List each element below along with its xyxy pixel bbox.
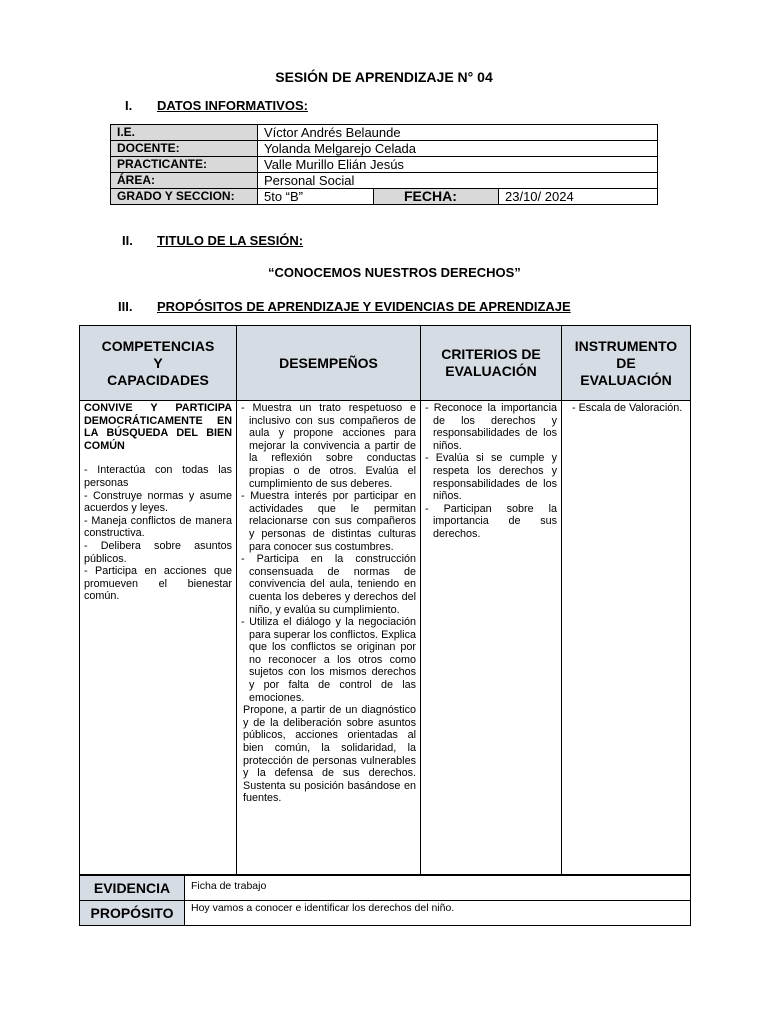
proposito-label: PROPÓSITO — [80, 901, 185, 926]
instrumento-cell — [562, 401, 691, 875]
criterio-item: - Participan sobre la importancia de sus derechos. — [425, 502, 557, 540]
criterio-item: - Reconoce la importancia de los derechos y responsabilidades de los niños. — [425, 402, 557, 452]
header-desempenos — [237, 326, 421, 401]
area-value: Personal Social — [258, 173, 658, 189]
table-row — [80, 401, 691, 875]
practicante-value: Valle Murillo Elián Jesús — [258, 157, 658, 173]
header-criterios — [421, 326, 562, 401]
criterios-cell — [421, 401, 562, 875]
section-number: II. — [122, 233, 133, 248]
desempeno-item: - Participa en la construcción consensuada de normas de convivencia del aula, teniendo en cuenta los deberes y derechos del niño, y evalúa su cumplimiento. — [241, 553, 416, 616]
desempeno-item: - Muestra interés por participar en actividades que le permitan relacionarse con sus compañeros y personas de distintas culturas para conocer sus costumbres. — [241, 490, 416, 553]
header-line: INSTRUMENTO — [574, 337, 678, 354]
evidencia-table — [79, 875, 691, 926]
table-row — [111, 125, 658, 141]
header-instrumento — [562, 326, 691, 401]
docente-label: DOCENTE: — [111, 141, 258, 157]
capacidad-item: - Construye normas y asume acuerdos y leyes. — [84, 489, 232, 515]
fecha-value: 23/10/ 2024 — [499, 189, 658, 205]
header-line: DE — [616, 354, 636, 371]
header-line: COMPETENCIAS — [101, 337, 215, 354]
table-header-row — [80, 326, 691, 401]
fecha-label: FECHA: — [374, 189, 499, 205]
proposito-value: Hoy vamos a conocer e identificar los derechos del niño. — [185, 901, 691, 926]
grado-value: 5to “B” — [258, 189, 374, 205]
section-number: III. — [118, 299, 133, 314]
instrumento-item: - Escala de Valoración. — [572, 402, 683, 414]
grado-label: GRADO Y SECCION: — [111, 189, 258, 205]
capacidad-item: - Interactúa con todas las personas — [84, 464, 232, 489]
table-row — [80, 901, 691, 926]
header-line: DESEMPEÑOS — [279, 354, 378, 371]
docente-value: Yolanda Melgarejo Celada — [258, 141, 658, 157]
capacidad-item: - Participa en acciones que promueven el bienestar común. — [84, 565, 232, 603]
competencia-text: CONVIVE Y PARTICIPA DEMOCRÁTICAMENTE EN LA BÚSQUEDA DEL BIEN COMÚN — [84, 402, 232, 452]
capacidad-item: - Delibera sobre asuntos públicos. — [84, 539, 232, 565]
criterio-item: - Evalúa si se cumple y respeta los derechos y responsabilidades de los niños. — [425, 452, 557, 503]
table-row — [111, 173, 658, 189]
ie-label: I.E. — [111, 125, 258, 141]
competencias-cell — [80, 401, 237, 875]
section-number: I. — [125, 98, 133, 113]
ie-value: Víctor Andrés Belaunde — [258, 125, 658, 141]
header-line: EVALUACIÓN — [580, 371, 672, 388]
section-label: TITULO DE LA SESIÓN: — [157, 233, 304, 248]
session-title: “CONOCEMOS NUESTROS DERECHOS” — [268, 265, 521, 280]
header-line: EVALUACIÓN — [445, 363, 537, 379]
practicante-label: PRACTICANTE: — [111, 157, 258, 173]
table-row — [80, 876, 691, 901]
datos-informativos-table — [110, 124, 658, 205]
desempeno-item: - Muestra un trato respetuoso e inclusivo con sus compañeros de aula y propone acciones para mejorar la convivencia a partir de la reflexión sobre conductas propias o de otros. Evalúa el cumplimiento de sus deberes. — [241, 402, 416, 490]
header-line: CRITERIOS DE — [441, 346, 541, 362]
desempeno-item: - Utiliza el diálogo y la negociación para superar los conflictos. Explica que los conflictos se originan por no reconocer a los otros como sujetos con los mismos derechos y por falta de control de las emociones. — [241, 616, 416, 704]
header-line: Y — [153, 354, 163, 371]
propositos-table — [79, 325, 691, 875]
desempeno-item: Propone, a partir de un diagnóstico y de la deliberación sobre asuntos públicos, acciones orientadas al bien común, la solidaridad, la protección de personas vulnerables y la defensa de sus derechos. Sustenta su posición basándose en fuentes. — [243, 704, 416, 805]
header-competencias — [80, 326, 237, 401]
evidencia-label: EVIDENCIA — [80, 876, 185, 901]
table-row — [111, 141, 658, 157]
document-title: SESIÓN DE APRENDIZAJE N° 04 — [275, 69, 493, 85]
desempenos-cell — [237, 401, 421, 875]
area-label: ÁREA: — [111, 173, 258, 189]
section-label: PROPÓSITOS DE APRENDIZAJE Y EVIDENCIAS DE APRENDIZAJE — [157, 299, 571, 314]
header-line: CAPACIDADES — [107, 371, 209, 388]
capacidad-item: - Maneja conflictos de manera constructiva. — [84, 514, 232, 540]
table-row — [111, 157, 658, 173]
table-row — [111, 189, 658, 205]
evidencia-value: Ficha de trabajo — [185, 876, 691, 901]
section-label: DATOS INFORMATIVOS: — [157, 98, 308, 113]
